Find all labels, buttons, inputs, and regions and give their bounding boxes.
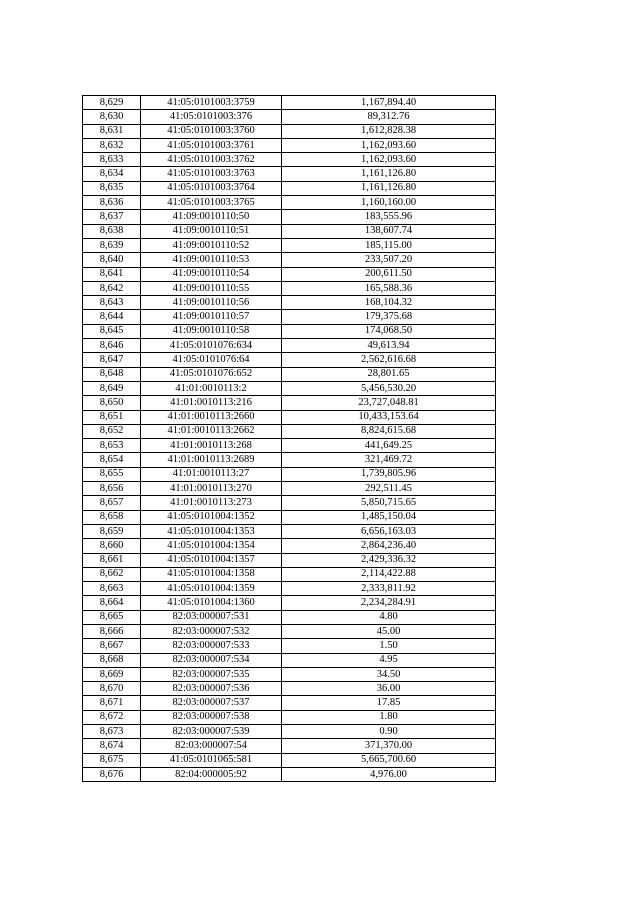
row-number-cell: 8,633 bbox=[83, 153, 141, 167]
value-cell: 233,507.20 bbox=[282, 253, 496, 267]
row-number-cell: 8,669 bbox=[83, 667, 141, 681]
table-row bbox=[83, 682, 496, 696]
value-cell: 174,068.50 bbox=[282, 324, 496, 338]
value-cell: 2,234,284.91 bbox=[282, 596, 496, 610]
table-row bbox=[83, 253, 496, 267]
table-row bbox=[83, 553, 496, 567]
value-cell: 165,588.36 bbox=[282, 281, 496, 295]
row-number-cell: 8,655 bbox=[83, 467, 141, 481]
value-cell: 36.00 bbox=[282, 682, 496, 696]
table-row bbox=[83, 739, 496, 753]
cadastral-number-cell: 82:03:000007:539 bbox=[141, 725, 282, 739]
cadastral-number-cell: 82:03:000007:532 bbox=[141, 624, 282, 638]
cadastral-number-cell: 41:05:0101076:634 bbox=[141, 339, 282, 353]
cadastral-number-cell: 41:05:0101004:1353 bbox=[141, 524, 282, 538]
cadastral-number-cell: 82:03:000007:535 bbox=[141, 667, 282, 681]
row-number-cell: 8,636 bbox=[83, 196, 141, 210]
value-cell: 1.80 bbox=[282, 710, 496, 724]
table-row bbox=[83, 196, 496, 210]
row-number-cell: 8,638 bbox=[83, 224, 141, 238]
cadastral-number-cell: 82:03:000007:534 bbox=[141, 653, 282, 667]
table-row bbox=[83, 267, 496, 281]
value-cell: 89,312.76 bbox=[282, 110, 496, 124]
cadastral-number-cell: 41:05:0101003:3762 bbox=[141, 153, 282, 167]
cadastral-number-cell: 41:05:0101003:3761 bbox=[141, 138, 282, 152]
value-cell: 1,160,160.00 bbox=[282, 196, 496, 210]
table-row bbox=[83, 324, 496, 338]
table-row bbox=[83, 310, 496, 324]
value-cell: 6,656,163.03 bbox=[282, 524, 496, 538]
row-number-cell: 8,667 bbox=[83, 639, 141, 653]
table-row bbox=[83, 153, 496, 167]
value-cell: 441,649.25 bbox=[282, 439, 496, 453]
table-row bbox=[83, 224, 496, 238]
row-number-cell: 8,663 bbox=[83, 582, 141, 596]
cadastral-number-cell: 41:05:0101003:3764 bbox=[141, 181, 282, 195]
row-number-cell: 8,674 bbox=[83, 739, 141, 753]
table-row bbox=[83, 725, 496, 739]
row-number-cell: 8,650 bbox=[83, 396, 141, 410]
row-number-cell: 8,643 bbox=[83, 296, 141, 310]
cadastral-number-cell: 82:03:000007:537 bbox=[141, 696, 282, 710]
table-row bbox=[83, 339, 496, 353]
row-number-cell: 8,641 bbox=[83, 267, 141, 281]
table-row bbox=[83, 181, 496, 195]
table-row bbox=[83, 467, 496, 481]
table-row bbox=[83, 510, 496, 524]
table-body bbox=[83, 96, 496, 782]
cadastral-number-cell: 41:01:0010113:2689 bbox=[141, 453, 282, 467]
table-row bbox=[83, 653, 496, 667]
row-number-cell: 8,630 bbox=[83, 110, 141, 124]
value-cell: 2,429,336.32 bbox=[282, 553, 496, 567]
row-number-cell: 8,632 bbox=[83, 138, 141, 152]
value-cell: 2,114,422.88 bbox=[282, 567, 496, 581]
value-cell: 8,824,615.68 bbox=[282, 424, 496, 438]
row-number-cell: 8,648 bbox=[83, 367, 141, 381]
value-cell: 1,161,126.80 bbox=[282, 167, 496, 181]
cadastral-number-cell: 41:05:0101004:1358 bbox=[141, 567, 282, 581]
table-row bbox=[83, 710, 496, 724]
cadastral-number-cell: 41:01:0010113:27 bbox=[141, 467, 282, 481]
table-row bbox=[83, 624, 496, 638]
cadastral-number-cell: 41:05:0101004:1354 bbox=[141, 539, 282, 553]
row-number-cell: 8,646 bbox=[83, 339, 141, 353]
row-number-cell: 8,659 bbox=[83, 524, 141, 538]
row-number-cell: 8,657 bbox=[83, 496, 141, 510]
row-number-cell: 8,631 bbox=[83, 124, 141, 138]
table-row bbox=[83, 281, 496, 295]
row-number-cell: 8,656 bbox=[83, 482, 141, 496]
row-number-cell: 8,662 bbox=[83, 567, 141, 581]
value-cell: 185,115.00 bbox=[282, 238, 496, 252]
cadastral-number-cell: 41:01:0010113:2 bbox=[141, 381, 282, 395]
table-row bbox=[83, 353, 496, 367]
value-cell: 49,613.94 bbox=[282, 339, 496, 353]
cadastral-number-cell: 41:01:0010113:273 bbox=[141, 496, 282, 510]
cadastral-number-cell: 82:03:000007:531 bbox=[141, 610, 282, 624]
value-cell: 2,562,616.68 bbox=[282, 353, 496, 367]
row-number-cell: 8,652 bbox=[83, 424, 141, 438]
table-row bbox=[83, 610, 496, 624]
cadastral-number-cell: 41:09:0010110:54 bbox=[141, 267, 282, 281]
cadastral-number-cell: 41:01:0010113:216 bbox=[141, 396, 282, 410]
row-number-cell: 8,644 bbox=[83, 310, 141, 324]
row-number-cell: 8,647 bbox=[83, 353, 141, 367]
table-row bbox=[83, 567, 496, 581]
row-number-cell: 8,654 bbox=[83, 453, 141, 467]
row-number-cell: 8,661 bbox=[83, 553, 141, 567]
row-number-cell: 8,676 bbox=[83, 767, 141, 781]
table-row bbox=[83, 110, 496, 124]
cadastral-number-cell: 41:01:0010113:2660 bbox=[141, 410, 282, 424]
cadastral-number-cell: 41:05:0101076:64 bbox=[141, 353, 282, 367]
row-number-cell: 8,675 bbox=[83, 753, 141, 767]
value-cell: 1,612,828.38 bbox=[282, 124, 496, 138]
cadastral-number-cell: 41:05:0101004:1357 bbox=[141, 553, 282, 567]
table-row bbox=[83, 582, 496, 596]
row-number-cell: 8,634 bbox=[83, 167, 141, 181]
row-number-cell: 8,671 bbox=[83, 696, 141, 710]
row-number-cell: 8,660 bbox=[83, 539, 141, 553]
cadastral-number-cell: 41:05:0101004:1360 bbox=[141, 596, 282, 610]
table-row bbox=[83, 167, 496, 181]
value-cell: 371,370.00 bbox=[282, 739, 496, 753]
value-cell: 28,801.65 bbox=[282, 367, 496, 381]
table-row bbox=[83, 210, 496, 224]
table-row bbox=[83, 596, 496, 610]
row-number-cell: 8,672 bbox=[83, 710, 141, 724]
table-row bbox=[83, 453, 496, 467]
cadastral-number-cell: 82:03:000007:536 bbox=[141, 682, 282, 696]
value-cell: 138,607.74 bbox=[282, 224, 496, 238]
value-cell: 45.00 bbox=[282, 624, 496, 638]
row-number-cell: 8,653 bbox=[83, 439, 141, 453]
value-cell: 200,611.50 bbox=[282, 267, 496, 281]
table-row bbox=[83, 639, 496, 653]
row-number-cell: 8,637 bbox=[83, 210, 141, 224]
cadastral-number-cell: 82:03:000007:538 bbox=[141, 710, 282, 724]
value-cell: 168,104.32 bbox=[282, 296, 496, 310]
table-row bbox=[83, 496, 496, 510]
cadastral-value-table bbox=[82, 95, 496, 782]
row-number-cell: 8,666 bbox=[83, 624, 141, 638]
value-cell: 5,665,700.60 bbox=[282, 753, 496, 767]
table-row bbox=[83, 96, 496, 110]
table-row bbox=[83, 238, 496, 252]
row-number-cell: 8,651 bbox=[83, 410, 141, 424]
value-cell: 1,162,093.60 bbox=[282, 138, 496, 152]
value-cell: 1,161,126.80 bbox=[282, 181, 496, 195]
cadastral-number-cell: 41:09:0010110:55 bbox=[141, 281, 282, 295]
cadastral-number-cell: 41:01:0010113:268 bbox=[141, 439, 282, 453]
cadastral-number-cell: 41:05:0101003:3763 bbox=[141, 167, 282, 181]
cadastral-number-cell: 41:09:0010110:57 bbox=[141, 310, 282, 324]
table-row bbox=[83, 396, 496, 410]
row-number-cell: 8,670 bbox=[83, 682, 141, 696]
value-cell: 179,375.68 bbox=[282, 310, 496, 324]
value-cell: 0.90 bbox=[282, 725, 496, 739]
table-row bbox=[83, 138, 496, 152]
value-cell: 1,162,093.60 bbox=[282, 153, 496, 167]
value-cell: 17.85 bbox=[282, 696, 496, 710]
row-number-cell: 8,635 bbox=[83, 181, 141, 195]
row-number-cell: 8,629 bbox=[83, 96, 141, 110]
cadastral-number-cell: 41:05:0101003:3765 bbox=[141, 196, 282, 210]
row-number-cell: 8,639 bbox=[83, 238, 141, 252]
table-row bbox=[83, 439, 496, 453]
value-cell: 2,333,811.92 bbox=[282, 582, 496, 596]
table-row bbox=[83, 296, 496, 310]
value-cell: 5,456,530.20 bbox=[282, 381, 496, 395]
value-cell: 1.50 bbox=[282, 639, 496, 653]
value-cell: 23,727,048.81 bbox=[282, 396, 496, 410]
cadastral-number-cell: 41:05:0101004:1352 bbox=[141, 510, 282, 524]
cadastral-number-cell: 41:09:0010110:50 bbox=[141, 210, 282, 224]
row-number-cell: 8,649 bbox=[83, 381, 141, 395]
cadastral-number-cell: 41:05:0101003:3760 bbox=[141, 124, 282, 138]
value-cell: 4.95 bbox=[282, 653, 496, 667]
cadastral-number-cell: 41:05:0101003:3759 bbox=[141, 96, 282, 110]
cadastral-number-cell: 41:09:0010110:51 bbox=[141, 224, 282, 238]
row-number-cell: 8,645 bbox=[83, 324, 141, 338]
value-cell: 4,976.00 bbox=[282, 767, 496, 781]
row-number-cell: 8,642 bbox=[83, 281, 141, 295]
table-row bbox=[83, 524, 496, 538]
value-cell: 2,864,236.40 bbox=[282, 539, 496, 553]
table-row bbox=[83, 667, 496, 681]
cadastral-number-cell: 82:04:000005:92 bbox=[141, 767, 282, 781]
cadastral-number-cell: 41:05:0101003:376 bbox=[141, 110, 282, 124]
value-cell: 4.80 bbox=[282, 610, 496, 624]
cadastral-number-cell: 41:09:0010110:58 bbox=[141, 324, 282, 338]
cadastral-number-cell: 41:09:0010110:53 bbox=[141, 253, 282, 267]
value-cell: 10,433,153.64 bbox=[282, 410, 496, 424]
cadastral-number-cell: 41:05:0101004:1359 bbox=[141, 582, 282, 596]
cadastral-number-cell: 41:05:0101065:581 bbox=[141, 753, 282, 767]
cadastral-number-cell: 82:03:000007:54 bbox=[141, 739, 282, 753]
value-cell: 292,511.45 bbox=[282, 482, 496, 496]
cadastral-number-cell: 82:03:000007:533 bbox=[141, 639, 282, 653]
row-number-cell: 8,640 bbox=[83, 253, 141, 267]
row-number-cell: 8,664 bbox=[83, 596, 141, 610]
cadastral-number-cell: 41:09:0010110:52 bbox=[141, 238, 282, 252]
cadastral-number-cell: 41:01:0010113:2662 bbox=[141, 424, 282, 438]
row-number-cell: 8,673 bbox=[83, 725, 141, 739]
value-cell: 321,469.72 bbox=[282, 453, 496, 467]
table-row bbox=[83, 753, 496, 767]
cadastral-number-cell: 41:05:0101076:652 bbox=[141, 367, 282, 381]
table-row bbox=[83, 124, 496, 138]
table-row bbox=[83, 367, 496, 381]
table-row bbox=[83, 410, 496, 424]
value-cell: 183,555.96 bbox=[282, 210, 496, 224]
value-cell: 5,850,715.65 bbox=[282, 496, 496, 510]
cadastral-number-cell: 41:09:0010110:56 bbox=[141, 296, 282, 310]
value-cell: 1,167,894.40 bbox=[282, 96, 496, 110]
table-row bbox=[83, 767, 496, 781]
value-cell: 1,739,805.96 bbox=[282, 467, 496, 481]
row-number-cell: 8,658 bbox=[83, 510, 141, 524]
cadastral-number-cell: 41:01:0010113:270 bbox=[141, 482, 282, 496]
table-row bbox=[83, 424, 496, 438]
table-row bbox=[83, 482, 496, 496]
row-number-cell: 8,668 bbox=[83, 653, 141, 667]
table-row bbox=[83, 381, 496, 395]
value-cell: 34.50 bbox=[282, 667, 496, 681]
table-row bbox=[83, 539, 496, 553]
value-cell: 1,485,150.04 bbox=[282, 510, 496, 524]
table-row bbox=[83, 696, 496, 710]
row-number-cell: 8,665 bbox=[83, 610, 141, 624]
